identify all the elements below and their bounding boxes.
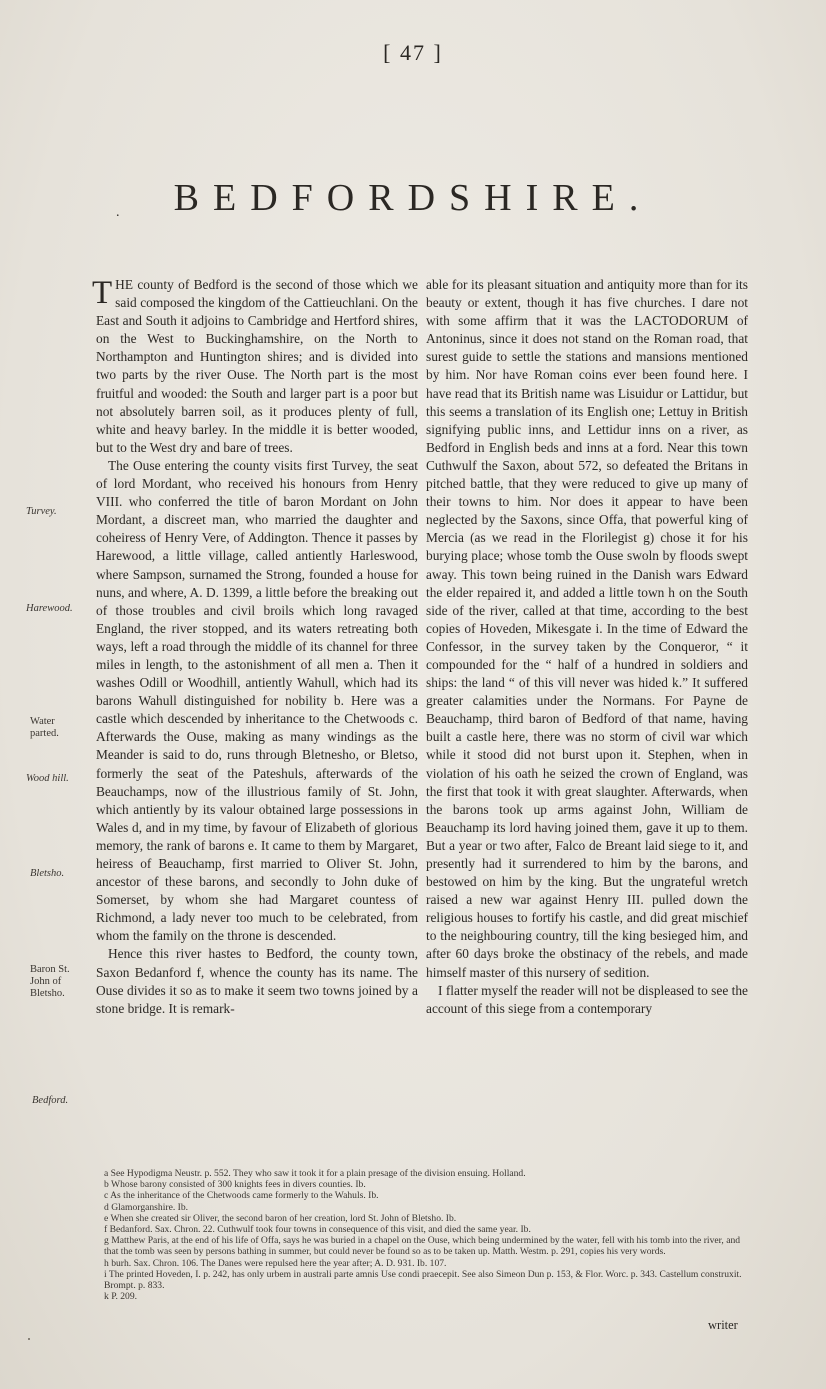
margin-note-wood-hill: Wood hill. xyxy=(26,773,69,784)
footnotes xyxy=(104,1168,750,1302)
margin-note-harewood: Harewood. xyxy=(26,603,73,614)
footnote: f Bedanford. Sax. Chron. 22. Cuthwulf took four towns in consequence of this visit, and died the same year. Ib. xyxy=(104,1224,531,1236)
paragraph-intro-text: HE county of Bedford is the second of those which we said composed the kingdom of the Cattieuchlani. On the East and South it adjoins to Cambridge and Hertford shires, on the West to Buckinghamshire, on the North to Northampton and Huntington shires; and is divided into two parts by the river Ouse. The North part is the most fruitful and wooded: the South and larger part is a poor but not absolutely barren soil, as it produces plenty of full, white and heavy barley. In the middle it is better wooded, but to the West dry and bare of trees. xyxy=(96,277,418,455)
page-number: [ 47 ] xyxy=(383,40,443,65)
chapter-title: BEDFORDSHIRE. xyxy=(173,177,653,219)
paragraph-intro xyxy=(92,275,418,457)
paper-speck xyxy=(28,1338,30,1340)
footnote: k P. 209. xyxy=(104,1291,138,1303)
margin-note-bletsho: Bletsho. xyxy=(30,868,65,879)
margin-note-baron-st-john: Baron St. John of Bletsho. xyxy=(30,964,70,999)
footnote: b Whose barony consisted of 300 knights fees in divers counties. Ib. xyxy=(104,1179,366,1191)
footnote: a See Hypodigma Neustr. p. 552. They who saw it took it for a plain presage of the division ensuing. Holland. xyxy=(104,1168,526,1179)
margin-note-turvey: Turvey. xyxy=(26,506,57,517)
footnote: c As the inheritance of the Chetwoods came formerly to the Wahuls. Ib. xyxy=(104,1190,379,1202)
footnote: i The printed Hoveden, I. p. 242, has only urbem in australi parte amnis Use condi praecepit. See also Simeon Dun p. 153, & Flor. Worc. p. 343. Castellum construxit. Brompt. p. 833. xyxy=(104,1268,742,1292)
left-column xyxy=(92,275,418,1018)
margin-note-bedford: Bedford. xyxy=(32,1095,69,1106)
margin-note-water-parted: Water parted. xyxy=(30,716,59,739)
footnote: e When she created sir Oliver, the second baron of her creation, lord St. John of Bletsho. Ib. xyxy=(104,1212,457,1224)
drop-cap: T xyxy=(92,275,113,311)
title-ornament-dot: . xyxy=(116,205,120,220)
footnote: g Matthew Paris, at the end of his life of Offa, says he was buried in a chapel on the Ouse, which being undermined by the water, fell with his tomb into the river, and that the tomb was seen by persons bathing in summer, but could never be found so as to be taken up. Matth. Westm. p. 291, copies his very words. xyxy=(104,1235,741,1258)
paragraph-bedford-continued: able for its pleasant situation and antiquity more than for its beauty or extent, though it has five churches. I dare not with some affirm that it was the LACTODORUM of Antoninus, since it does not stand on the Roman road, that surest guide to settle the stations and mansions mentioned by him. Nor have Roman coins ever been found here. I have read that its British name was Lisuidur or Lattidur, but this seems a translation of its English one; Lettuy in British signifying public inns, and Lettidur inns on a river, as Bedford in English beds and inns at a ford. Near this town Cuthwulf the Saxon, about 572, so defeated the Britans in pitched battle, that they were reduced to give up many of their towns to him. Nor does it appear to have been neglected by the Saxons, since Offa, that powerful king of Mercia (as we read in the Florilegist g) chose it for his burying place; whose tomb the Ouse swoln by floods swept away. This town being ruined in the Danish wars Edward the elder repaired it, and added a little town h on the South side of the river, called at that time, according to the best copies of Hoveden, Mikesgate i. In the time of Edward the Confessor, in the survey taken by the Conqueror, “ it compounded for the “ half of a hundred in soldiers and ships: the land “ of this vill never was hided k.” It suffered greater calamities under the Normans. For Payne de Beauchamp, third baron of Bedford of that name, having built a castle here, there was no storm of civil war which while it stood did not burst upon it. Stephen, when in violation of his oath he seized the crown of England, was the first that took it with great slaughter. Afterwards, when the barons took up arms against John, William de Beauchamp its lord having joined them, gave it up to them. But a year or two after, Falco de Breant laid siege to it, and presently had it surrendered to him by the barons, and bestowed on him by the king. But the ungrateful wretch raised a new war against Henry III. pulled down the religious houses to fortify his castle, and did great mischief to the neighbouring country, till the king besieged him, and after 60 days broke the obstinacy of the rebels, and made himself master of this nursery of sedition. xyxy=(426,277,748,980)
right-column xyxy=(426,276,748,1018)
footnote: d Glamorganshire. Ib. xyxy=(104,1201,189,1213)
paragraph-bedford: Hence this river hastes to Bedford, the county town, Saxon Bedanford f, whence the county has its name. The Ouse divides it so as to make it seem two towns joined by a stone bridge. It is remark- xyxy=(96,946,418,1016)
paragraph-ouse: The Ouse entering the county visits first Turvey, the seat of lord Mordant, who received his honours from Henry VIII. who conferred the title of baron Mordant on John Mordant, a discreet man, who married the daughter and coheiress of Henry Vere, of Addington. Thence it passes by Harewood, a little village, called antiently Harleswood, where Sampson, surnamed the Strong, founded a house for nuns, and where, A. D. 1399, a little before the breaking out of those troubles and civil broils which long ravaged England, the river stopped, and its waters retreating both ways, left a road through the middle of its channel for three miles in length, to the astonishment of all men a. Then it washes Odill or Woodhill, antiently Wahull, which had its barons Wahull distinguished for nobility b. Here was a castle which descended by inheritance to the Chetwoods c. Afterwards the Ouse, making as many windings as the Meander is said to do, runs through Bletnesho, or Bletso, formerly the seat of the Pateshuls, afterwards of the Beauchamps, now of the illustrious family of St. John, which antiently by its valour obtained large possessions in Wales d, and in my time, by favour of Elizabeth of glorious memory, the rank of barons e. It came to them by Margaret, heiress of Beauchamp, first married to Oliver St. John, ancestor of these barons, and secondly to John duke of Somerset, by whom she had Margaret countess of Richmond, a lady never too much to be celebrated, from whom the family on the throne is descended. xyxy=(96,457,418,944)
footnote: h burh. Sax. Chron. 106. The Danes were repulsed here the year after; A. D. 931. Ib. 107. xyxy=(104,1257,447,1269)
catchword: writer xyxy=(708,1318,738,1332)
paragraph-siege-intro: I flatter myself the reader will not be displeased to see the account of this siege from a contemporary xyxy=(426,982,748,1016)
